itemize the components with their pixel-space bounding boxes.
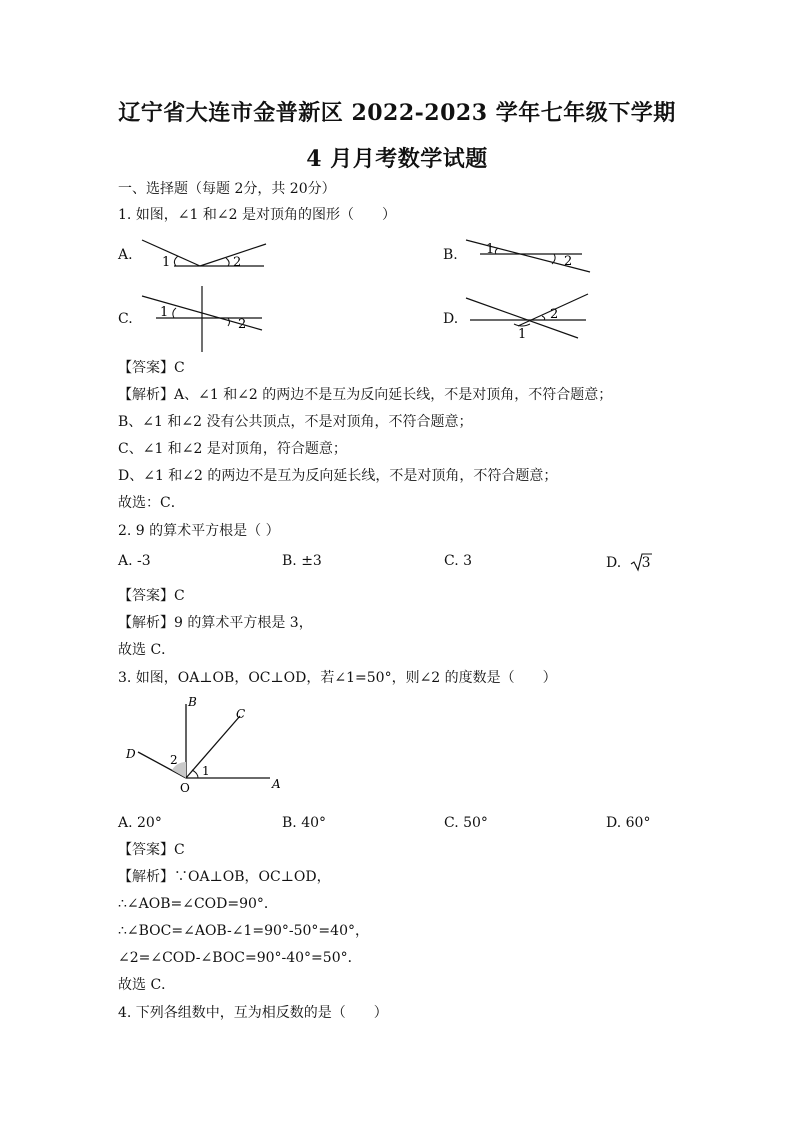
q1a-angle-1-label: 1 (162, 255, 171, 270)
q1-analysis-line-1: 【解析】A、∠1 和∠2 的两边不是互为反向延长线，不是对顶角，不符合题意； (118, 387, 613, 403)
q1b-angle-1-label: 1 (486, 242, 495, 257)
q2-option-a: A. -3 (118, 553, 151, 569)
q1-option-c-label: C. (118, 311, 133, 327)
q3-option-d: D. 60° (606, 815, 651, 831)
q2-analysis-line-1: 【解析】9 的算术平方根是 3， (118, 615, 313, 631)
q2-option-d (606, 552, 651, 572)
question-3-stem: 3. 如图，OA⊥OB，OC⊥OD，若∠1=50°，则∠2 的度数是（ ） (118, 670, 557, 686)
q1-analysis-line-3: C、∠1 和∠2 是对顶角，符合题意； (118, 441, 347, 457)
q1-option-b-label: B. (443, 247, 458, 263)
q3-analysis-line-5: 故选 C． (118, 977, 176, 993)
q1d-angle-2-label: 2 (550, 307, 559, 322)
q2-option-d-radicand: 3 (641, 555, 651, 571)
q3-analysis-line-1: 【解析】∵OA⊥OB，OC⊥OD， (118, 869, 331, 885)
q1-answer: 【答案】C (118, 360, 185, 376)
q3-label-c: C (236, 707, 246, 721)
question-1-stem: 1. 如图，∠1 和∠2 是对顶角的图形（ ） (118, 207, 396, 223)
q1-figure-c (138, 284, 268, 354)
q3-analysis-line-2: ∴∠AOB=∠COD=90°． (118, 896, 278, 912)
q3-answer: 【答案】C (118, 842, 185, 858)
q3-analysis-line-3: ∴∠BOC=∠AOB-∠1=90°-50°=40°， (118, 923, 369, 939)
q1-analysis-line-4: D、∠1 和∠2 的两边不是互为反向延长线，不是对顶角，不符合题意； (118, 468, 558, 484)
q1d-angle-1-label: 1 (518, 327, 527, 342)
section-heading: 一、选择题（每题 2分，共 20分） (118, 181, 336, 197)
q2-option-c: C. 3 (444, 553, 473, 569)
q3-label-d: D (126, 747, 136, 761)
q1-figure-b (464, 236, 594, 276)
q1-figure-a (138, 236, 272, 274)
q3-figure (120, 694, 290, 798)
q1b-angle-2-label: 2 (564, 254, 573, 269)
q3-label-o: O (180, 781, 190, 795)
question-2-stem: 2. 9 的算术平方根是（ ） (118, 523, 280, 539)
q3-option-b: B. 40° (282, 815, 327, 831)
q1a-angle-2-label: 2 (233, 255, 242, 270)
q3-analysis-line-4: ∠2=∠COD-∠BOC=90°-40°=50°． (118, 950, 362, 966)
q2-option-d-label: D. (606, 555, 622, 571)
q1c-angle-2-label: 2 (238, 317, 247, 332)
q3-option-c: C. 50° (444, 815, 488, 831)
q3-label-b: B (188, 695, 197, 709)
q1-option-d-label: D. (443, 311, 459, 327)
q3-angle-2-label: 2 (170, 753, 178, 767)
q3-label-a: A (272, 777, 281, 791)
document-title-line2: 4 月月考数学试题 (306, 146, 488, 172)
q2-analysis-line-2: 故选 C． (118, 642, 176, 658)
document-title-line1: 辽宁省大连市金普新区 2022-2023 学年七年级下学期 (118, 100, 676, 126)
q2-option-b: B. ±3 (282, 553, 322, 569)
q2-answer: 【答案】C (118, 588, 185, 604)
question-4-stem: 4. 下列各组数中，互为相反数的是（ ） (118, 1005, 388, 1021)
q1-analysis-line-2: B、∠1 和∠2 没有公共顶点，不是对顶角，不符合题意； (118, 414, 473, 430)
q1-option-a-label: A. (118, 247, 133, 263)
q3-angle-1-label: 1 (202, 764, 210, 778)
q1-analysis-line-5: 故选：C． (118, 495, 185, 511)
q1c-angle-1-label: 1 (160, 305, 169, 320)
q1-figure-d (462, 290, 592, 346)
q3-option-a: A. 20° (118, 815, 162, 831)
